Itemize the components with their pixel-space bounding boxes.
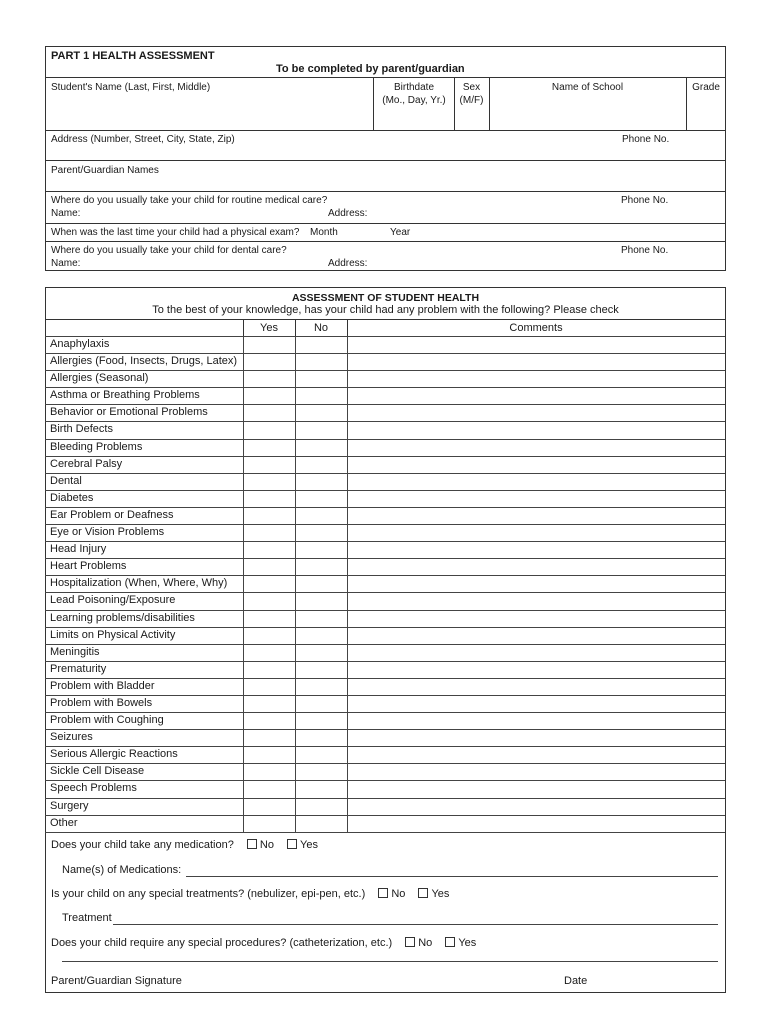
comments-cell-divider [347, 611, 348, 627]
yes-column-header: Yes [260, 322, 278, 334]
dental-phone-label: Phone No. [621, 245, 669, 256]
table-row [45, 558, 725, 575]
no-cell-divider [295, 713, 296, 729]
procedures-question-row [51, 937, 476, 949]
conditions-grid [45, 336, 725, 833]
medical-phone-label: Phone No. [621, 195, 669, 206]
yes-cell-divider [243, 422, 244, 438]
comments-cell-divider [347, 354, 348, 370]
table-row [45, 456, 725, 473]
part1-title: PART 1 HEALTH ASSESSMENT [51, 50, 215, 62]
comments-cell-divider [347, 747, 348, 763]
table-row [45, 575, 725, 592]
no-cell-divider [295, 354, 296, 370]
medication-no-label: No [259, 839, 274, 851]
no-cell-divider [295, 491, 296, 507]
treatments-no-checkbox[interactable] [378, 888, 388, 898]
condition-label: Head Injury [50, 543, 107, 556]
comments-cell-divider [347, 422, 348, 438]
treatment-line[interactable] [113, 924, 718, 925]
guardian-names-label: Parent/Guardian Names [51, 165, 159, 176]
procedures-no-checkbox[interactable] [405, 937, 415, 947]
yes-cell-divider [243, 799, 244, 815]
table-row [45, 729, 725, 746]
condition-label: Prematurity [50, 662, 107, 675]
address-label: Address (Number, Street, City, State, Zip) [51, 134, 235, 145]
procedures-no-label: No [418, 937, 433, 949]
medical-care-question: Where do you usually take your child for routine medical care? [51, 195, 328, 206]
procedures-line[interactable] [62, 961, 718, 962]
condition-label: Ear Problem or Deafness [50, 508, 174, 521]
yes-cell-divider [243, 781, 244, 797]
comments-cell-divider [347, 645, 348, 661]
yes-cell-divider [243, 816, 244, 832]
table-row [45, 507, 725, 524]
medication-names-line[interactable] [186, 876, 718, 877]
yes-cell-divider [243, 747, 244, 763]
table-row [45, 763, 725, 780]
condition-label: Allergies (Food, Insects, Drugs, Latex) [50, 355, 238, 368]
medication-names-label: Name(s) of Medications: [62, 864, 182, 876]
yes-cell-divider [243, 405, 244, 421]
yes-cell-divider [243, 593, 244, 609]
treatments-question: Is your child on any special treatments? (nebulizer, epi-pen, etc.) [51, 888, 366, 900]
no-cell-divider [295, 542, 296, 558]
yes-cell-divider [243, 371, 244, 387]
table-row [45, 490, 725, 507]
no-cell-divider [295, 474, 296, 490]
condition-label: Dental [50, 474, 82, 487]
yes-cell-divider [243, 645, 244, 661]
table-row [45, 387, 725, 404]
no-cell-divider [295, 457, 296, 473]
comments-cell-divider [347, 474, 348, 490]
condition-label: Cerebral Palsy [50, 457, 123, 470]
grid-bottom-border [45, 832, 725, 833]
condition-label: Lead Poisoning/Exposure [50, 594, 176, 607]
comments-cell-divider [347, 440, 348, 456]
yes-cell-divider [243, 696, 244, 712]
comments-cell-divider [347, 628, 348, 644]
assessment-subtitle: To the best of your knowledge, has your child had any problem with the following? Please check [152, 304, 619, 316]
comments-cell-divider [347, 730, 348, 746]
table-row [45, 336, 725, 353]
comments-cell-divider [347, 491, 348, 507]
no-cell-divider [295, 337, 296, 353]
condition-label: Surgery [50, 799, 89, 812]
table-row [45, 473, 725, 490]
comments-cell-divider [347, 799, 348, 815]
sex-label: Sex [462, 82, 481, 93]
address-phone-label: Phone No. [622, 134, 670, 145]
no-cell-divider [295, 799, 296, 815]
yes-cell-divider [243, 628, 244, 644]
physical-year-label: Year [390, 227, 411, 238]
no-cell-divider [295, 576, 296, 592]
no-cell-divider [295, 388, 296, 404]
table-row [45, 610, 725, 627]
table-row [45, 353, 725, 370]
table-row [45, 524, 725, 541]
comments-cell-divider [347, 508, 348, 524]
sex-format: (M/F) [459, 95, 484, 106]
yes-cell-divider [243, 474, 244, 490]
comments-cell-divider [347, 576, 348, 592]
table-row [45, 695, 725, 712]
medication-question: Does your child take any medication? [51, 839, 234, 851]
dental-name-label: Name: [51, 258, 81, 269]
table-row [45, 678, 725, 695]
table-row [45, 439, 725, 456]
yes-cell-divider [243, 440, 244, 456]
comments-cell-divider [347, 542, 348, 558]
no-cell-divider [295, 405, 296, 421]
signature-date-label: Date [564, 975, 588, 987]
no-cell-divider [295, 662, 296, 678]
procedures-yes-label: Yes [458, 937, 477, 949]
comments-cell-divider [347, 337, 348, 353]
table-row [45, 815, 725, 832]
procedures-yes-checkbox[interactable] [445, 937, 455, 947]
treatments-yes-checkbox[interactable] [418, 888, 428, 898]
assessment-title: ASSESSMENT OF STUDENT HEALTH [291, 292, 480, 304]
condition-label: Eye or Vision Problems [50, 526, 165, 539]
table-row [45, 592, 725, 609]
medication-yes-label: Yes [300, 839, 318, 851]
yes-cell-divider [243, 542, 244, 558]
physical-month-label: Month [310, 227, 338, 238]
yes-cell-divider [243, 388, 244, 404]
table-row [45, 370, 725, 387]
table-row [45, 780, 725, 797]
comments-cell-divider [347, 713, 348, 729]
no-cell-divider [295, 559, 296, 575]
yes-cell-divider [243, 337, 244, 353]
yes-cell-divider [243, 730, 244, 746]
signature-label: Parent/Guardian Signature [51, 975, 182, 987]
condition-label: Problem with Bladder [50, 679, 155, 692]
comments-cell-divider [347, 662, 348, 678]
medical-address-label: Address: [328, 208, 368, 219]
yes-cell-divider [243, 354, 244, 370]
no-cell-divider [295, 593, 296, 609]
condition-label: Meningitis [50, 645, 100, 658]
table-row [45, 746, 725, 763]
birthdate-format: (Mo., Day, Yr.) [382, 95, 446, 106]
condition-label: Seizures [50, 731, 93, 744]
yes-cell-divider [243, 679, 244, 695]
condition-label: Hospitalization (When, Where, Why) [50, 577, 228, 590]
treatment-label: Treatment [62, 912, 112, 924]
no-cell-divider [295, 628, 296, 644]
yes-cell-divider [243, 611, 244, 627]
yes-cell-divider [243, 508, 244, 524]
table-row [45, 404, 725, 421]
table-row [45, 644, 725, 661]
comments-cell-divider [347, 559, 348, 575]
yes-cell-divider [243, 576, 244, 592]
comments-cell-divider [347, 525, 348, 541]
no-cell-divider [295, 764, 296, 780]
condition-label: Serious Allergic Reactions [50, 748, 178, 761]
yes-cell-divider [243, 559, 244, 575]
condition-label: Learning problems/disabilities [50, 611, 195, 624]
yes-cell-divider [243, 713, 244, 729]
student-name-label: Student's Name (Last, First, Middle) [51, 82, 211, 93]
yes-cell-divider [243, 491, 244, 507]
treatments-yes-label: Yes [431, 888, 450, 900]
no-cell-divider [295, 611, 296, 627]
comments-column-header: Comments [509, 322, 563, 334]
comments-cell-divider [347, 764, 348, 780]
comments-cell-divider [347, 696, 348, 712]
condition-label: Heart Problems [50, 560, 127, 573]
condition-label: Limits on Physical Activity [50, 628, 176, 641]
yes-cell-divider [243, 662, 244, 678]
comments-cell-divider [347, 371, 348, 387]
no-cell-divider [295, 816, 296, 832]
condition-label: Diabetes [50, 491, 94, 504]
no-cell-divider [295, 371, 296, 387]
no-cell-divider [295, 747, 296, 763]
comments-cell-divider [347, 457, 348, 473]
no-cell-divider [295, 525, 296, 541]
yes-cell-divider [243, 457, 244, 473]
table-row [45, 421, 725, 438]
condition-label: Other [50, 816, 78, 829]
table-row [45, 712, 725, 729]
no-cell-divider [295, 696, 296, 712]
medical-name-label: Name: [51, 208, 81, 219]
table-row [45, 798, 725, 815]
part1-subtitle: To be completed by parent/guardian [276, 63, 465, 75]
no-cell-divider [295, 508, 296, 524]
no-cell-divider [295, 679, 296, 695]
condition-label: Problem with Coughing [50, 714, 164, 727]
condition-label: Sickle Cell Disease [50, 765, 145, 778]
comments-cell-divider [347, 816, 348, 832]
comments-cell-divider [347, 593, 348, 609]
comments-cell-divider [347, 388, 348, 404]
yes-cell-divider [243, 764, 244, 780]
table-row [45, 661, 725, 678]
grade-label: Grade [692, 82, 720, 93]
birthdate-label: Birthdate [393, 82, 435, 93]
no-cell-divider [295, 730, 296, 746]
condition-label: Behavior or Emotional Problems [50, 406, 208, 419]
treatments-question-row [51, 888, 449, 900]
medication-question-row [51, 839, 318, 851]
medication-no-checkbox[interactable] [247, 839, 257, 849]
condition-label: Asthma or Breathing Problems [50, 389, 200, 402]
comments-cell-divider [347, 405, 348, 421]
condition-label: Allergies (Seasonal) [50, 372, 149, 385]
condition-label: Anaphylaxis [50, 338, 110, 350]
treatments-no-label: No [391, 888, 406, 900]
no-column-header: No [313, 322, 329, 334]
condition-label: Birth Defects [50, 423, 113, 436]
table-row [45, 627, 725, 644]
medication-yes-checkbox[interactable] [287, 839, 297, 849]
no-cell-divider [295, 645, 296, 661]
condition-label: Problem with Bowels [50, 696, 153, 709]
school-label: Name of School [551, 82, 624, 93]
no-cell-divider [295, 781, 296, 797]
dental-care-question: Where do you usually take your child for dental care? [51, 245, 287, 256]
condition-label: Speech Problems [50, 782, 137, 795]
physical-exam-question: When was the last time your child had a physical exam? [51, 227, 300, 238]
no-cell-divider [295, 440, 296, 456]
yes-cell-divider [243, 525, 244, 541]
procedures-question: Does your child require any special procedures? (catheterization, etc.) [51, 937, 393, 949]
table-row [45, 541, 725, 558]
no-cell-divider [295, 422, 296, 438]
comments-cell-divider [347, 679, 348, 695]
comments-cell-divider [347, 781, 348, 797]
dental-address-label: Address: [328, 258, 368, 269]
condition-label: Bleeding Problems [50, 440, 143, 453]
